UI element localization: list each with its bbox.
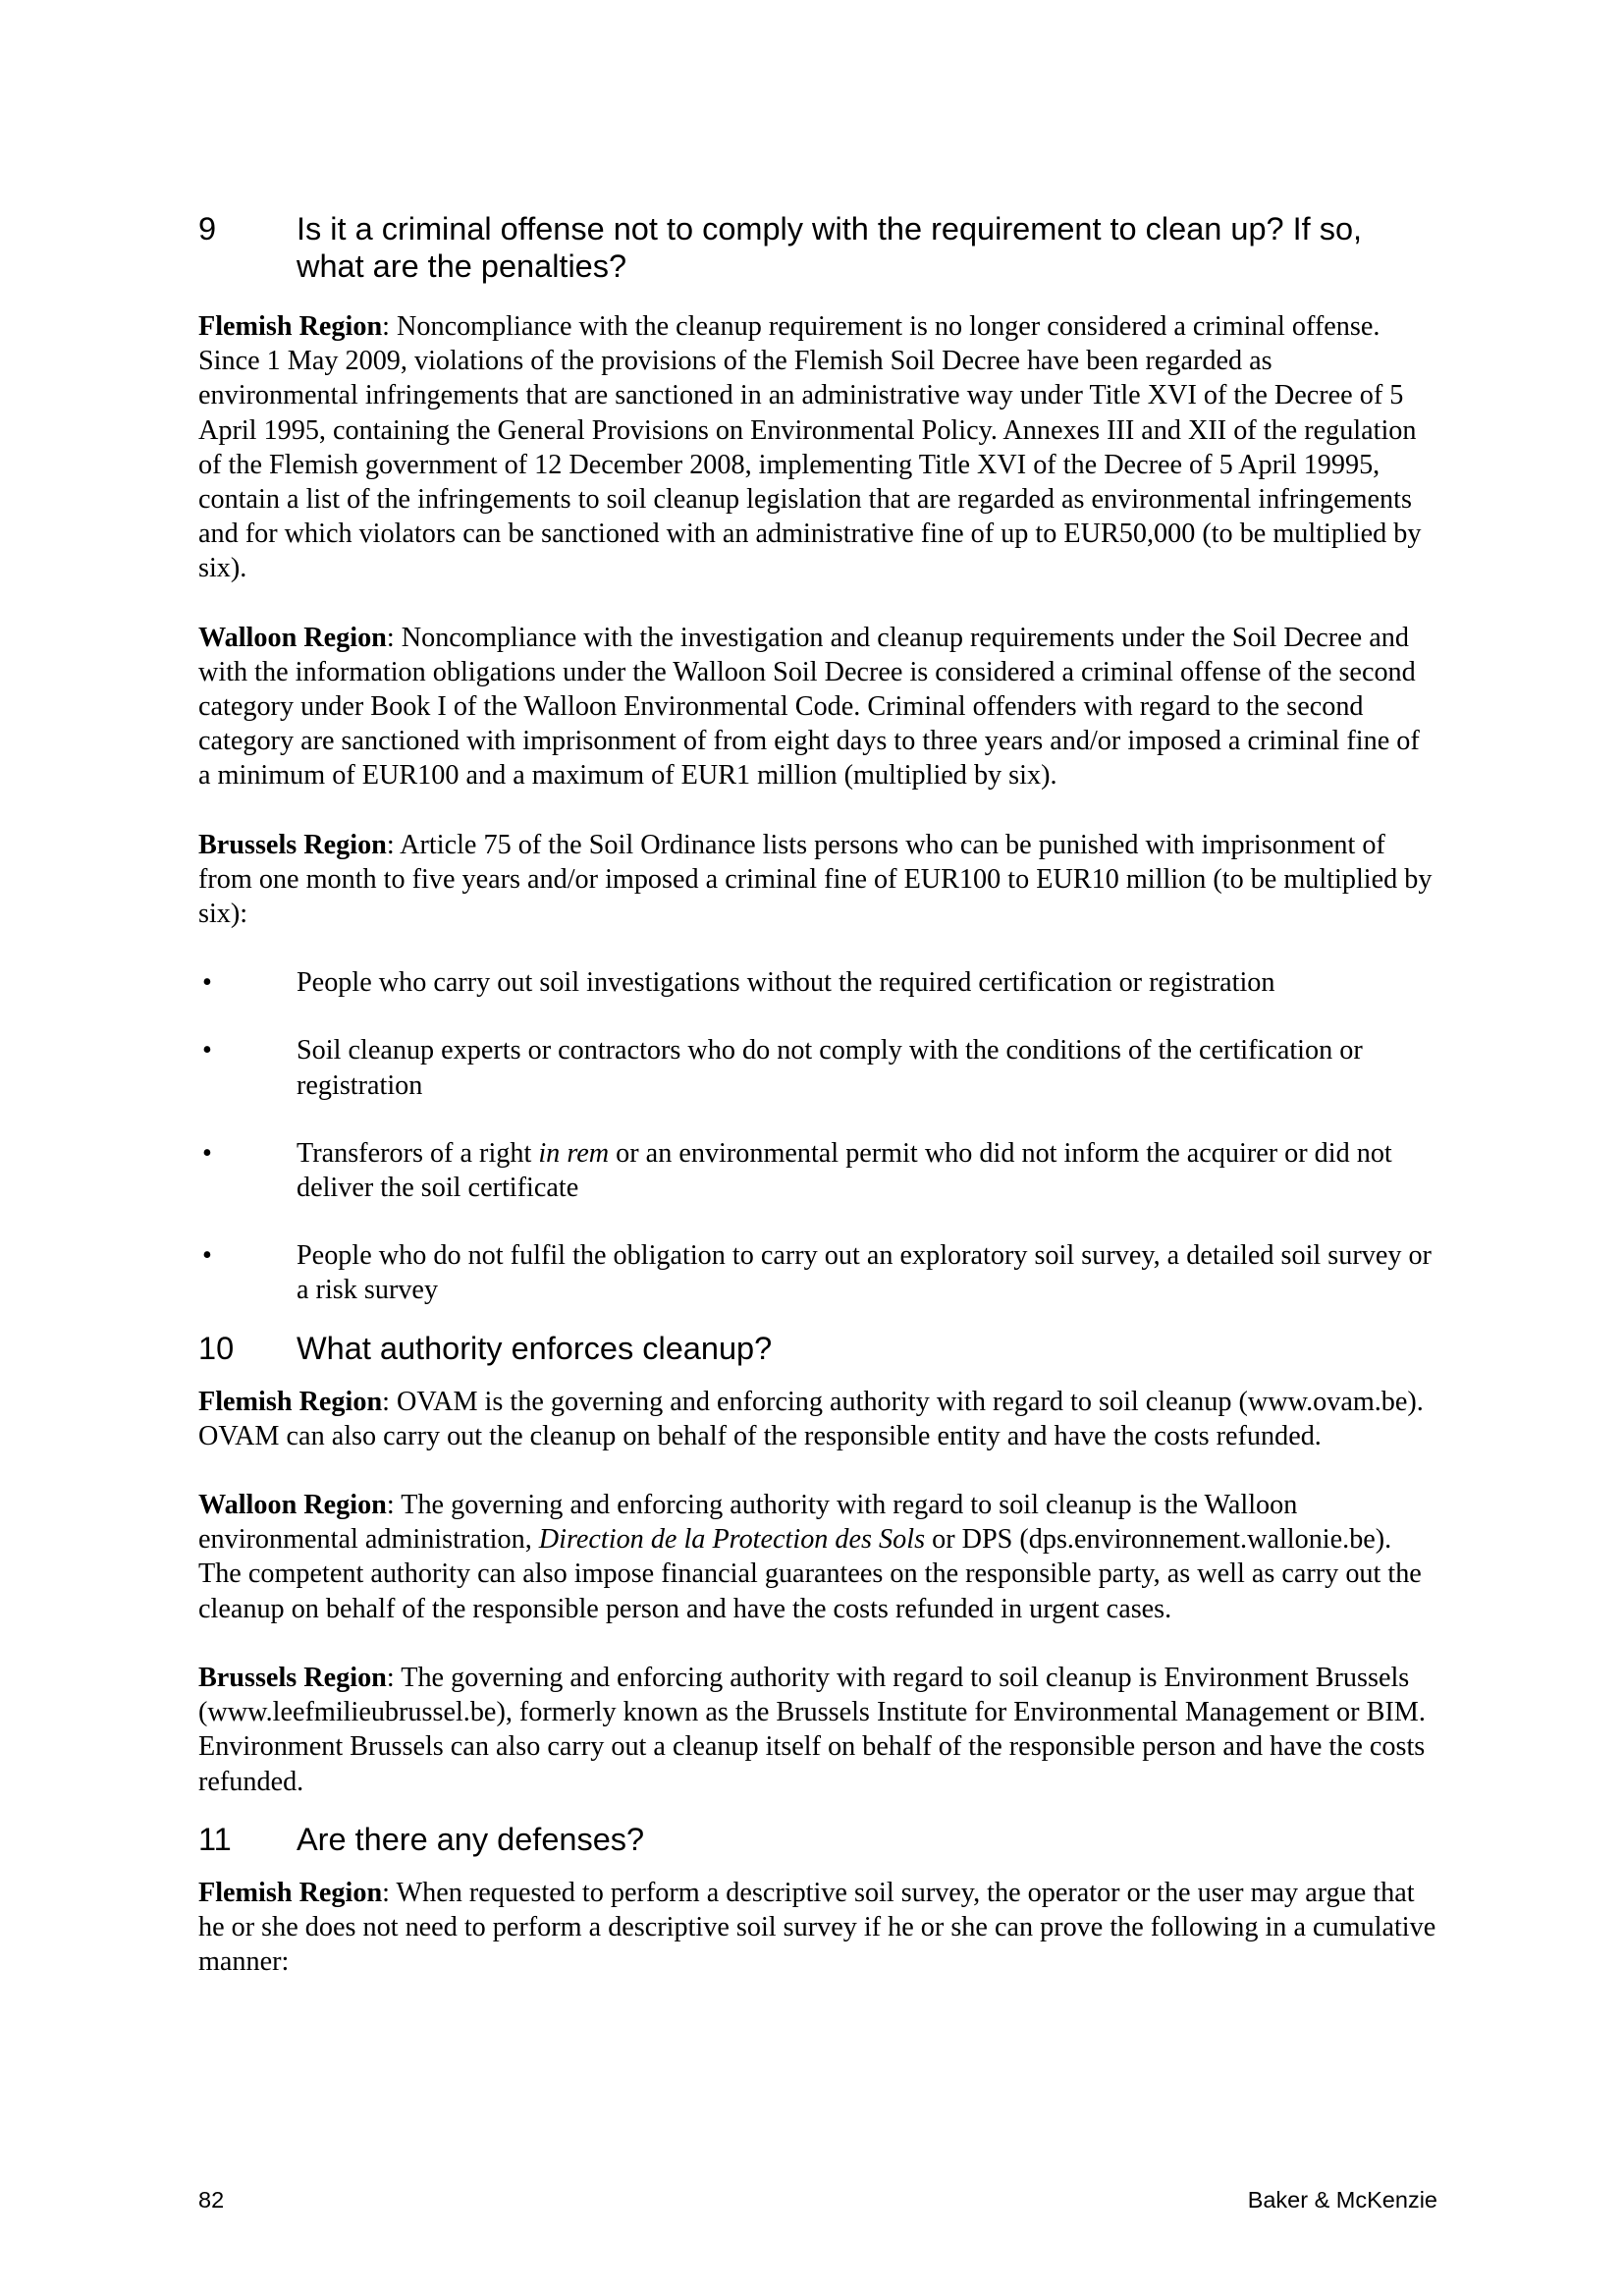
agency-name: Direction de la Protection des Sols — [538, 1524, 926, 1556]
list-item-text: Soil cleanup experts or contractors who do not comply with the conditions of the certification or registration — [297, 1035, 1363, 1101]
section-heading-10 — [198, 1330, 1437, 1367]
section-number: 10 — [198, 1330, 235, 1366]
paragraph-text: : When requested to perform a descriptive soil survey, the operator or the user may argue that he or she does not need to perform a descriptive soil survey if he or she can prove the following in a cumulative manner: — [198, 1877, 1436, 1978]
region-label: Brussels Region — [198, 1662, 387, 1693]
section-title: What authority enforces cleanup? — [297, 1330, 773, 1366]
section-heading-11 — [198, 1821, 1437, 1858]
section-title: Is it a criminal offense not to comply with the requirement to clean up? If so, what are the penalties? — [297, 211, 1363, 284]
paragraph-brussels-authority — [198, 1661, 1437, 1799]
bullet-icon: • — [202, 1137, 212, 1169]
region-label: Walloon Region — [198, 622, 387, 653]
section-number: 9 — [198, 211, 217, 246]
section-heading-9 — [198, 210, 1437, 285]
list-item-text: People who carry out soil investigations without the required certification or registration — [297, 967, 1275, 999]
paragraph-flemish-authority — [198, 1385, 1437, 1453]
list-item — [198, 965, 1437, 1000]
region-label: Brussels Region — [198, 829, 387, 860]
page-content — [198, 210, 1437, 1979]
paragraph-walloon-authority — [198, 1488, 1437, 1626]
section-number: 11 — [198, 1821, 232, 1857]
offender-list — [198, 965, 1437, 1307]
paragraph-brussels-penalties — [198, 828, 1437, 932]
paragraph-flemish-penalties — [198, 309, 1437, 586]
paragraph-flemish-defenses — [198, 1876, 1437, 1980]
bullet-icon: • — [202, 1035, 212, 1066]
section-title: Are there any defenses? — [297, 1821, 645, 1857]
paragraph-text: : The governing and enforcing authority with regard to soil cleanup is the Walloon environmental administration, — [198, 1490, 1298, 1556]
region-label: Flemish Region — [198, 1386, 383, 1417]
region-label: Flemish Region — [198, 1877, 383, 1908]
page-number: 82 — [198, 2187, 225, 2213]
list-item — [198, 1033, 1437, 1102]
list-item-text: Transferors of a right in rem or an environmental permit who did not inform the acquirer or did not deliver the soil certificate — [297, 1137, 1392, 1204]
latin-term: in rem — [538, 1137, 610, 1169]
list-item — [198, 1136, 1437, 1205]
region-label: Flemish Region — [198, 311, 383, 342]
paragraph-text: : Article 75 of the Soil Ordinance lists persons who can be punished with imprisonment of from one month to five years and/or imposed a criminal fine of EUR100 to EUR10 million (to be multiplied by six): — [198, 829, 1433, 930]
firm-name: Baker & McKenzie — [1247, 2187, 1437, 2213]
list-item — [198, 1238, 1437, 1307]
list-item-text: People who do not fulfil the obligation to carry out an exploratory soil survey, a detailed soil survey or a risk survey — [297, 1240, 1432, 1306]
paragraph-text-cont: or DPS (dps.environnement.wallonie.be). The competent authority can also impose financial guarantees on the responsible party, as well as carry out the cleanup on behalf of the responsible person and have the costs refunded in urgent cases. — [198, 1524, 1422, 1624]
bullet-icon: • — [202, 1240, 212, 1272]
page-footer — [198, 2187, 1437, 2214]
bullet-icon: • — [202, 967, 212, 999]
paragraph-text: : OVAM is the governing and enforcing authority with regard to soil cleanup (www.ovam.be). OVAM can also carry out the cleanup on behalf of the responsible entity and have the costs refunded. — [198, 1386, 1424, 1451]
paragraph-text: : Noncompliance with the cleanup requirement is no longer considered a criminal offense. Since 1 May 2009, violations of the provisions of the Flemish Soil Decree have been regarded as environmental infringements that are sanctioned in an administrative way under Title XVI of the Decree of 5 April 1995, containing the General Provisions on Environmental Policy. Annexes III and XII of the regulation of the Flemish government of 12 December 2008, implementing Title XVI of the Decree of 5 April 19995, contain a list of the infringements to soil cleanup legislation that are regarded as environmental infringements and for which violators can be sanctioned with an administrative fine of up to EUR50,000 (to be multiplied by six). — [198, 311, 1422, 584]
region-label: Walloon Region — [198, 1490, 387, 1521]
paragraph-walloon-penalties — [198, 621, 1437, 793]
paragraph-text: : The governing and enforcing authority with regard to soil cleanup is Environment Brussels (www.leefmilieubrussel.be), formerly known as the Brussels Institute for Environmental Management or BIM. Environment Brussels can also carry out a cleanup itself on behalf of the responsible person and have the costs refunded. — [198, 1662, 1426, 1797]
paragraph-text: : Noncompliance with the investigation and cleanup requirements under the Soil Decree and with the information obligations under the Walloon Soil Decree is considered a criminal offense of the second category under Book I of the Walloon Environmental Code. Criminal offenders with regard to the second category are sanctioned with imprisonment of from eight days to three years and/or imposed a criminal fine of a minimum of EUR100 and a maximum of EUR1 million (multiplied by six). — [198, 622, 1420, 792]
